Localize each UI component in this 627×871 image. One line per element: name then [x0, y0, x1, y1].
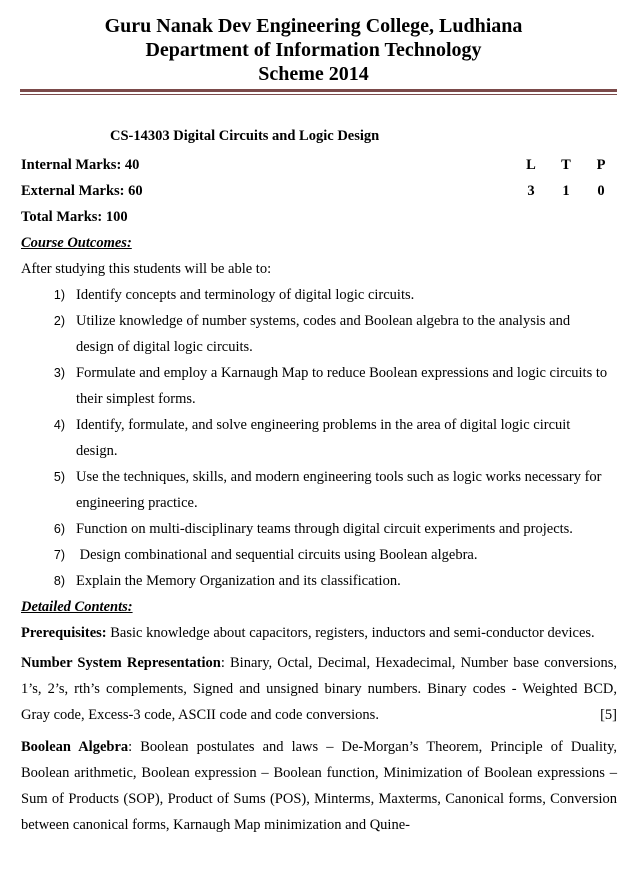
ltp-head-l: L [526, 157, 536, 173]
external-marks: External Marks: 60 [21, 183, 143, 199]
college-name: Guru Nanak Dev Engineering College, Ludhiana [104, 15, 523, 37]
outcome-number: 3) [53, 366, 65, 380]
ltp-head-p: P [596, 157, 606, 173]
outcome-text: Identify concepts and terminology of digital logic circuits. [76, 287, 415, 303]
ltp-value-l: 3 [527, 183, 535, 199]
number-system-label: Number System Representation [21, 655, 221, 671]
list-item [21, 308, 617, 360]
header-rule-thin [20, 94, 617, 95]
outcome-number: 4) [53, 418, 65, 432]
course-title: CS-14303 Digital Circuits and Logic Design [110, 128, 380, 144]
outcome-text: Use the techniques, skills, and modern engineering tools such as logic works necessary for engineering practice. [76, 469, 602, 511]
outcome-text: Utilize knowledge of number systems, codes and Boolean algebra to the analysis and design of digital logic circuits. [76, 313, 571, 355]
outcome-number: 2) [53, 314, 65, 328]
ltp-values [523, 178, 617, 204]
prerequisites-text: Basic knowledge about capacitors, registers, inductors and semi-conductor devices. [106, 625, 595, 641]
list-item [21, 360, 617, 412]
outcome-number: 6) [53, 522, 65, 536]
outcome-text: Formulate and employ a Karnaugh Map to reduce Boolean expressions and logic circuits to their simplest forms. [76, 365, 608, 407]
number-system-paragraph [21, 650, 617, 728]
outcome-number: 1) [53, 288, 65, 302]
number-system-text: : Binary, Octal, Decimal, Hexadecimal, Number base conversions, 1’s, 2’s, rth’s complements, Signed and unsigned binary numbers. Binary codes - Weighted BCD, Gray code, Excess-3 code, ASCII code and code conversions. [21, 655, 617, 723]
document-body [21, 126, 617, 838]
boolean-algebra-label: Boolean Algebra [21, 739, 129, 755]
internal-marks-row [21, 152, 617, 178]
outcome-text: Function on multi-disciplinary teams through digital circuit experiments and projects. [76, 521, 573, 537]
list-item [21, 516, 617, 542]
ltp-value-t: 1 [562, 183, 570, 199]
detailed-contents-heading: Detailed Contents: [21, 599, 133, 615]
number-system-hours: [5] [600, 707, 617, 723]
boolean-algebra-paragraph [21, 734, 617, 838]
ltp-heads [523, 152, 617, 178]
list-item [21, 568, 617, 594]
header-rule-thick [20, 89, 617, 92]
total-marks: Total Marks: 100 [21, 209, 128, 225]
course-outcomes-heading: Course Outcomes: [21, 235, 132, 251]
list-item [21, 412, 617, 464]
boolean-algebra-text: : Boolean postulates and laws – De-Morgan’s Theorem, Principle of Duality, Boolean arithmetic, Boolean expression – Boolean function, Minimization of Boolean expressions – Sum of Products (SOP), Product of Sums (POS), Minterms, Maxterms, Canonical forms, Conversion between canonical forms, Karnaugh Map minimization and Quine- [21, 739, 618, 833]
list-item [21, 282, 617, 308]
external-marks-row [21, 178, 617, 204]
prerequisites-label: Prerequisites: [21, 625, 107, 641]
document-header [0, 14, 627, 86]
outcome-number: 7) [53, 548, 65, 562]
ltp-value-p: 0 [597, 183, 605, 199]
internal-marks: Internal Marks: 40 [21, 157, 140, 173]
outcome-text: Identify, formulate, and solve engineering problems in the area of digital logic circuit design. [76, 417, 571, 459]
scheme-title: Scheme 2014 [258, 63, 369, 85]
list-item [21, 464, 617, 516]
total-marks-row [21, 204, 617, 230]
outcome-number: 8) [53, 574, 65, 588]
list-item [21, 542, 617, 568]
ltp-head-t: T [561, 157, 571, 173]
prerequisites-paragraph [21, 620, 617, 646]
department-name: Department of Information Technology [145, 39, 482, 61]
outcomes-list [21, 282, 617, 594]
outcome-text: Design combinational and sequential circuits using Boolean algebra. [76, 547, 478, 563]
outcome-text: Explain the Memory Organization and its classification. [76, 573, 401, 589]
outcome-number: 5) [53, 470, 65, 484]
outcomes-intro: After studying this students will be able to: [21, 261, 272, 277]
